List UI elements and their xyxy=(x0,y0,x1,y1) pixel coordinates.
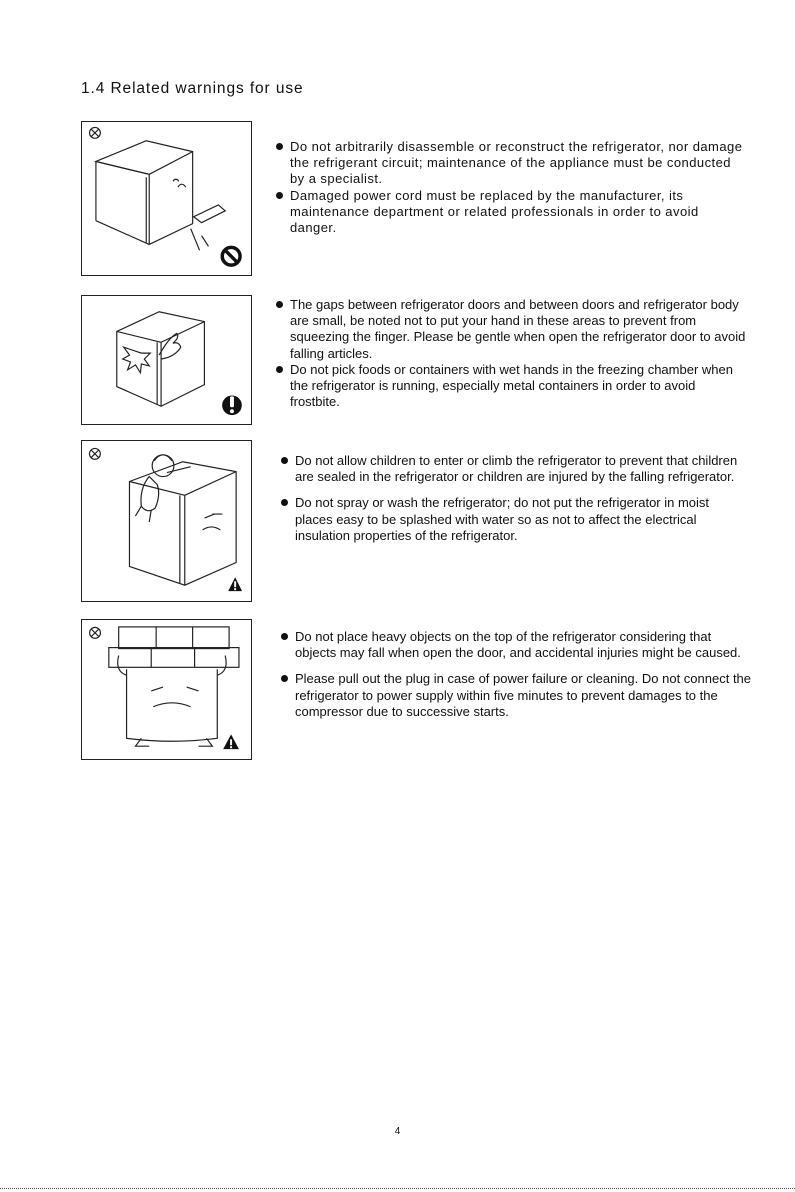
warning-triangle-icon xyxy=(228,577,242,591)
footer-divider xyxy=(0,1188,795,1189)
warning-text-block-3 xyxy=(281,453,741,544)
illustration-heavy-objects xyxy=(81,619,252,760)
warning-item: The gaps between refrigerator doors and between doors and refrigerator body are small, be noted not to put your hand in these areas to prevent from squeezing the finger. Please be gentle when open the refrigerator door to avoid falling articles. xyxy=(276,297,746,362)
warning-text-block-4 xyxy=(281,629,751,720)
heavy-objects-drawing xyxy=(82,620,251,759)
exclamation-icon xyxy=(222,395,242,415)
illustration-disassembly xyxy=(81,121,252,276)
warning-text-block-1 xyxy=(276,139,746,236)
illustration-door-gap xyxy=(81,295,252,425)
disassembly-drawing xyxy=(82,122,251,275)
warning-item: Damaged power cord must be replaced by the manufacturer, its maintenance department or related professionals in order to avoid danger. xyxy=(276,188,746,237)
illustration-child-climbing xyxy=(81,440,252,602)
no-entry-icon xyxy=(222,247,240,265)
warning-item: Do not pick foods or containers with wet hands in the freezing chamber when the refrigerator is running, especially metal containers in order to avoid frostbite. xyxy=(276,362,746,411)
warning-text-block-2 xyxy=(276,297,746,410)
section-title: 1.4 Related warnings for use xyxy=(81,80,304,97)
child-climbing-drawing xyxy=(82,441,251,601)
warning-item: Do not spray or wash the refrigerator; do not put the refrigerator in moist places easy to be splashed with water so as not to affect the electrical insulation properties of the refrigerator. xyxy=(281,495,741,544)
warning-item: Do not arbitrarily disassemble or reconstruct the refrigerator, nor damage the refrigerant circuit; maintenance of the appliance must be conducted by a specialist. xyxy=(276,139,746,188)
warning-item: Do not place heavy objects on the top of the refrigerator considering that objects may fall when open the door, and accidental injuries might be caused. xyxy=(281,629,751,661)
warning-item: Please pull out the plug in case of power failure or cleaning. Do not connect the refrigerator to power supply within five minutes to prevent damages to the compressor due to successive starts. xyxy=(281,671,751,720)
warning-triangle-icon xyxy=(223,734,239,749)
page-number: 4 xyxy=(394,1126,401,1137)
warning-item: Do not allow children to enter or climb the refrigerator to prevent that children are sealed in the refrigerator or children are injured by the falling refrigerator. xyxy=(281,453,741,485)
door-gap-drawing xyxy=(82,296,251,424)
